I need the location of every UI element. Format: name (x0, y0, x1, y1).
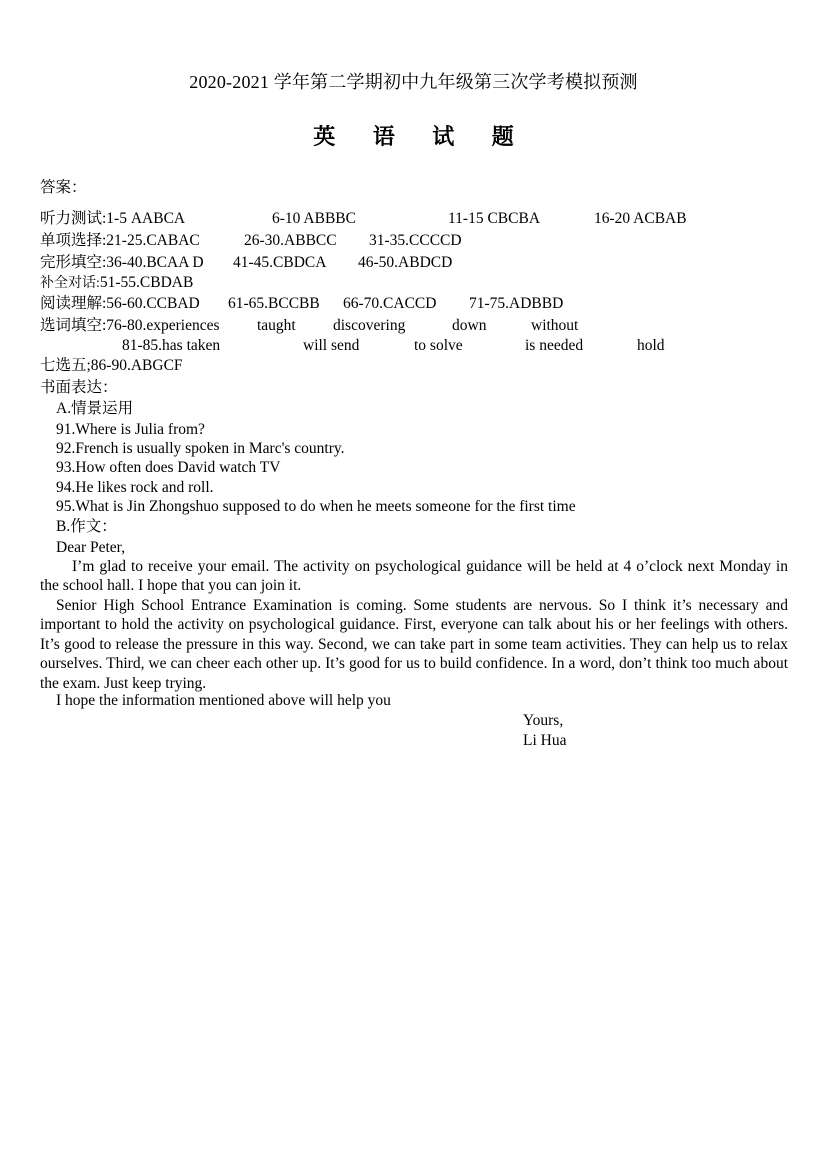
reading-answer: 61-65.BCCBB (228, 295, 320, 312)
word-fill-label: 选词填空:76-80.experiences (40, 317, 220, 334)
dialogue-row (40, 273, 193, 294)
word-fill-row2-label: 81-85.has taken (122, 337, 221, 354)
writing-label: 书面表达： (40, 379, 118, 396)
cloze-label: 完形填空:36-40.BCAA D (40, 254, 204, 271)
listening-answer: 16-20 ACBAB (594, 210, 687, 227)
single-choice-answer: 31-35.CCCCD (369, 232, 462, 249)
subject-title (0, 120, 827, 151)
dialogue-label: 补全对话: (40, 276, 100, 291)
letter-signature: Li Hua (523, 732, 567, 749)
cloze-answer: 46-50.ABDCD (358, 254, 453, 271)
section-a-heading: A.情景运用 (56, 400, 134, 417)
question-94: 94.He likes rock and roll. (56, 479, 214, 496)
word-fill-answer: will send (303, 337, 360, 354)
word-fill-answer: down (452, 317, 487, 334)
word-fill-answer: to solve (414, 337, 463, 354)
listening-answer: 6-10 ABBBC (272, 210, 356, 227)
letter-greeting: Dear Peter, (56, 539, 126, 556)
letter-paragraph: I hope the information mentioned above will help you (56, 692, 391, 709)
dialogue-answer: 51-55.CBDAB (99, 274, 194, 291)
reading-answer: 71-75.ADBBD (469, 295, 564, 312)
single-choice-answer: 26-30.ABBCC (244, 232, 337, 249)
section-b-heading: B.作文： (56, 518, 117, 535)
word-fill-answer: taught (257, 317, 296, 334)
question-95: 95.What is Jin Zhongshuo supposed to do when he meets someone for the first time (56, 498, 576, 515)
listening-label: 听力测试:1-5 AABCA (40, 210, 186, 227)
word-fill-answer: hold (637, 337, 665, 354)
subject-char: 英 (313, 124, 336, 149)
word-fill-answer: without (531, 317, 579, 334)
reading-answer: 66-70.CACCD (343, 295, 437, 312)
question-92: 92.French is usually spoken in Marc's country. (56, 440, 345, 457)
reading-label: 阅读理解:56-60.CCBAD (40, 295, 200, 312)
letter-paragraph: Senior High School Entrance Examination is coming. Some students are nervous. So I think it’s necessary and important to hold the activity on psychological guidance. First, everyone can talk about his or her feelings with others. It’s good to release the pressure in this way. Second, we can take part in some team activities. They can help us to relax ourselves. Third, we can cheer each other up. It’s good for us to build confidence. In a word, don’t think too much about the exam. Just keep trying. (40, 597, 788, 692)
exam-title: 2020-2021 学年第二学期初中九年级第三次学考模拟预测 (189, 72, 638, 92)
question-91: 91.Where is Julia from? (56, 421, 205, 438)
subject-char: 试 (432, 124, 455, 149)
single-choice-label: 单项选择:21-25.CABAC (40, 232, 200, 249)
word-fill-answer: is needed (525, 337, 584, 354)
question-93: 93.How often does David watch TV (56, 459, 281, 476)
answers-label: 答案： (40, 179, 87, 196)
letter-paragraph: I’m glad to receive your email. The activity on psychological guidance will be held at 4 o’clock next Monday in the school hall. I hope that you can join it. (40, 558, 788, 595)
letter-closing: Yours, (523, 712, 564, 729)
cloze-answer: 41-45.CBDCA (233, 254, 327, 271)
subject-char: 题 (491, 124, 514, 149)
listening-answer: 11-15 CBCBA (448, 210, 541, 227)
seven-five-answer: 七选五;86-90.ABGCF (40, 357, 183, 374)
word-fill-answer: discovering (333, 317, 406, 334)
subject-char: 语 (372, 124, 395, 149)
